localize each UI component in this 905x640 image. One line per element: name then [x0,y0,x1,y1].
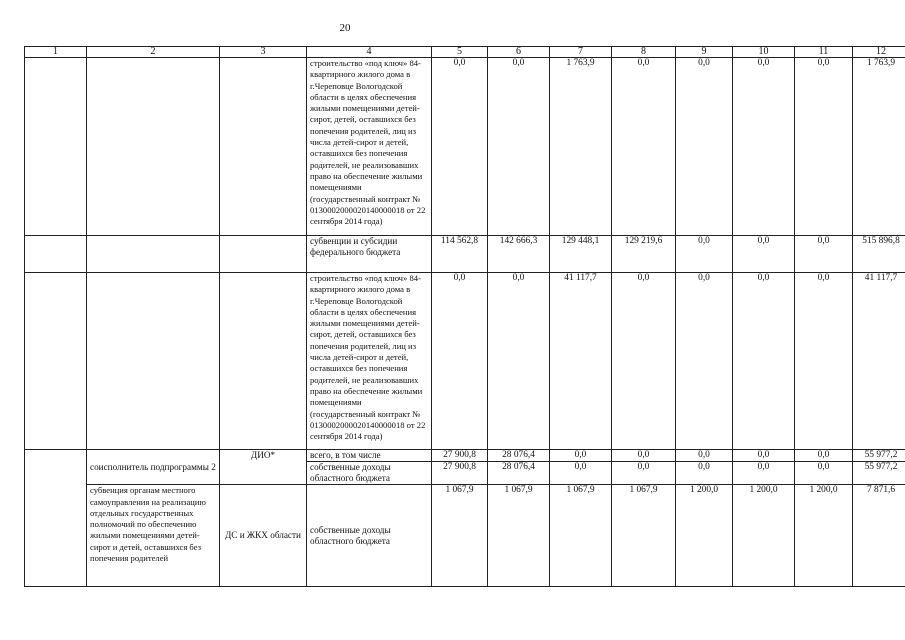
cell-value: 0,0 [432,273,488,450]
cell-value: 1 067,9 [488,485,550,587]
cell-value: 1 763,9 [550,58,612,236]
cell-value: 41 117,7 [550,273,612,450]
cell-total: 7 871,6 [853,485,905,587]
table-row [25,58,905,236]
header-cell: 3 [220,47,307,58]
cell-measure: субвенция органам местного самоуправления на реализацию отдельных государственных полномочий по обеспечению жилыми помещениями детей-сирот и детей, оставшихся без попечения родителей [87,485,220,587]
cell-value: 0,0 [612,58,676,236]
cell-value: 1 200,0 [733,485,795,587]
cell-value: 0,0 [795,273,853,450]
cell-col1 [25,450,87,587]
cell-value: 0,0 [488,273,550,450]
cell-value: 0,0 [795,236,853,273]
header-row [25,47,905,58]
cell-value: 0,0 [550,450,612,462]
cell-value: 129 448,1 [550,236,612,273]
cell-value: 0,0 [612,273,676,450]
cell-col3 [220,273,307,450]
cell-value: 27 900,8 [432,462,488,485]
cell-value: 28 076,4 [488,450,550,462]
header-cell: 11 [795,47,853,58]
header-cell: 8 [612,47,676,58]
table-row [25,273,905,450]
page-number: 20 [339,22,351,34]
cell-col2 [87,273,220,450]
cell-value: 0,0 [795,58,853,236]
budget-table [24,46,905,587]
cell-value: 27 900,8 [432,450,488,462]
header-cell: 7 [550,47,612,58]
table-row [25,485,905,587]
cell-col3 [220,58,307,236]
cell-value: 0,0 [676,236,733,273]
cell-value: 114 562,8 [432,236,488,273]
cell-purpose: всего, в том числе [307,450,432,462]
cell-value: 28 076,4 [488,462,550,485]
table-row [25,450,905,462]
header-cell: 1 [25,47,87,58]
cell-purpose: собственные доходы областного бюджета [307,462,432,485]
cell-purpose: собственные доходы областного бюджета [307,485,432,587]
cell-purpose: субвенции и субсидии федерального бюджета [307,236,432,273]
cell-total: 515 896,8 [853,236,905,273]
header-cell: 6 [488,47,550,58]
cell-col3 [220,236,307,273]
cell-value: 0,0 [676,450,733,462]
cell-value: 1 067,9 [432,485,488,587]
cell-executor: соисполнитель подпрограммы 2 [87,450,220,485]
cell-col2 [87,58,220,236]
cell-value: 0,0 [488,58,550,236]
cell-col1 [25,236,87,273]
cell-total: 55 977,2 [853,462,905,485]
cell-value: 1 200,0 [676,485,733,587]
cell-value: 1 067,9 [612,485,676,587]
cell-total: 41 117,7 [853,273,905,450]
header-cell: 9 [676,47,733,58]
cell-total: 1 763,9 [853,58,905,236]
cell-department: ДС и ЖКХ области [220,485,307,587]
header-cell: 4 [307,47,432,58]
table-row [25,236,905,273]
cell-value: 0,0 [676,58,733,236]
cell-col1 [25,58,87,236]
cell-value: 0,0 [733,462,795,485]
cell-value: 0,0 [795,450,853,462]
cell-value: 0,0 [432,58,488,236]
header-cell: 12 [853,47,905,58]
cell-value: 0,0 [733,450,795,462]
cell-value: 0,0 [795,462,853,485]
cell-purpose: строительство «под ключ» 84-квартирного жилого дома в г.Череповце Вологодской области в целях обеспечения жилыми помещениями детей-сирот, детей, оставшихся без попечения родителей, лиц из числа детей-сирот и детей, оставшихся без попечения родителей, не реализовавших право на обеспечение жилыми помещениями (государственный контракт № 0130002000020140000018 от 22 сентября 2014 года) [307,273,432,450]
header-cell: 2 [87,47,220,58]
cell-col1 [25,273,87,450]
cell-value: 1 200,0 [795,485,853,587]
cell-value: 0,0 [612,462,676,485]
cell-value: 0,0 [733,58,795,236]
header-cell: 5 [432,47,488,58]
cell-value: 0,0 [550,462,612,485]
cell-col2 [87,236,220,273]
cell-value: 129 219,6 [612,236,676,273]
cell-value: 0,0 [676,462,733,485]
cell-value: 1 067,9 [550,485,612,587]
cell-value: 0,0 [612,450,676,462]
cell-total: 55 977,2 [853,450,905,462]
cell-value: 142 666,3 [488,236,550,273]
cell-value: 0,0 [733,236,795,273]
cell-value: 0,0 [733,273,795,450]
cell-value: 0,0 [676,273,733,450]
cell-department: ДИО* [220,450,307,485]
cell-purpose: строительство «под ключ» 84-квартирного жилого дома в г.Череповце Вологодской области в целях обеспечения жилыми помещениями детей-сирот, детей, оставшихся без попечения родителей, лиц из числа детей-сирот и детей, оставшихся без попечения родителей, не реализовавших право на обеспечение жилыми помещениями (государственный контракт № 0130002000020140000018 от 22 сентября 2014 года) [307,58,432,236]
header-cell: 10 [733,47,795,58]
